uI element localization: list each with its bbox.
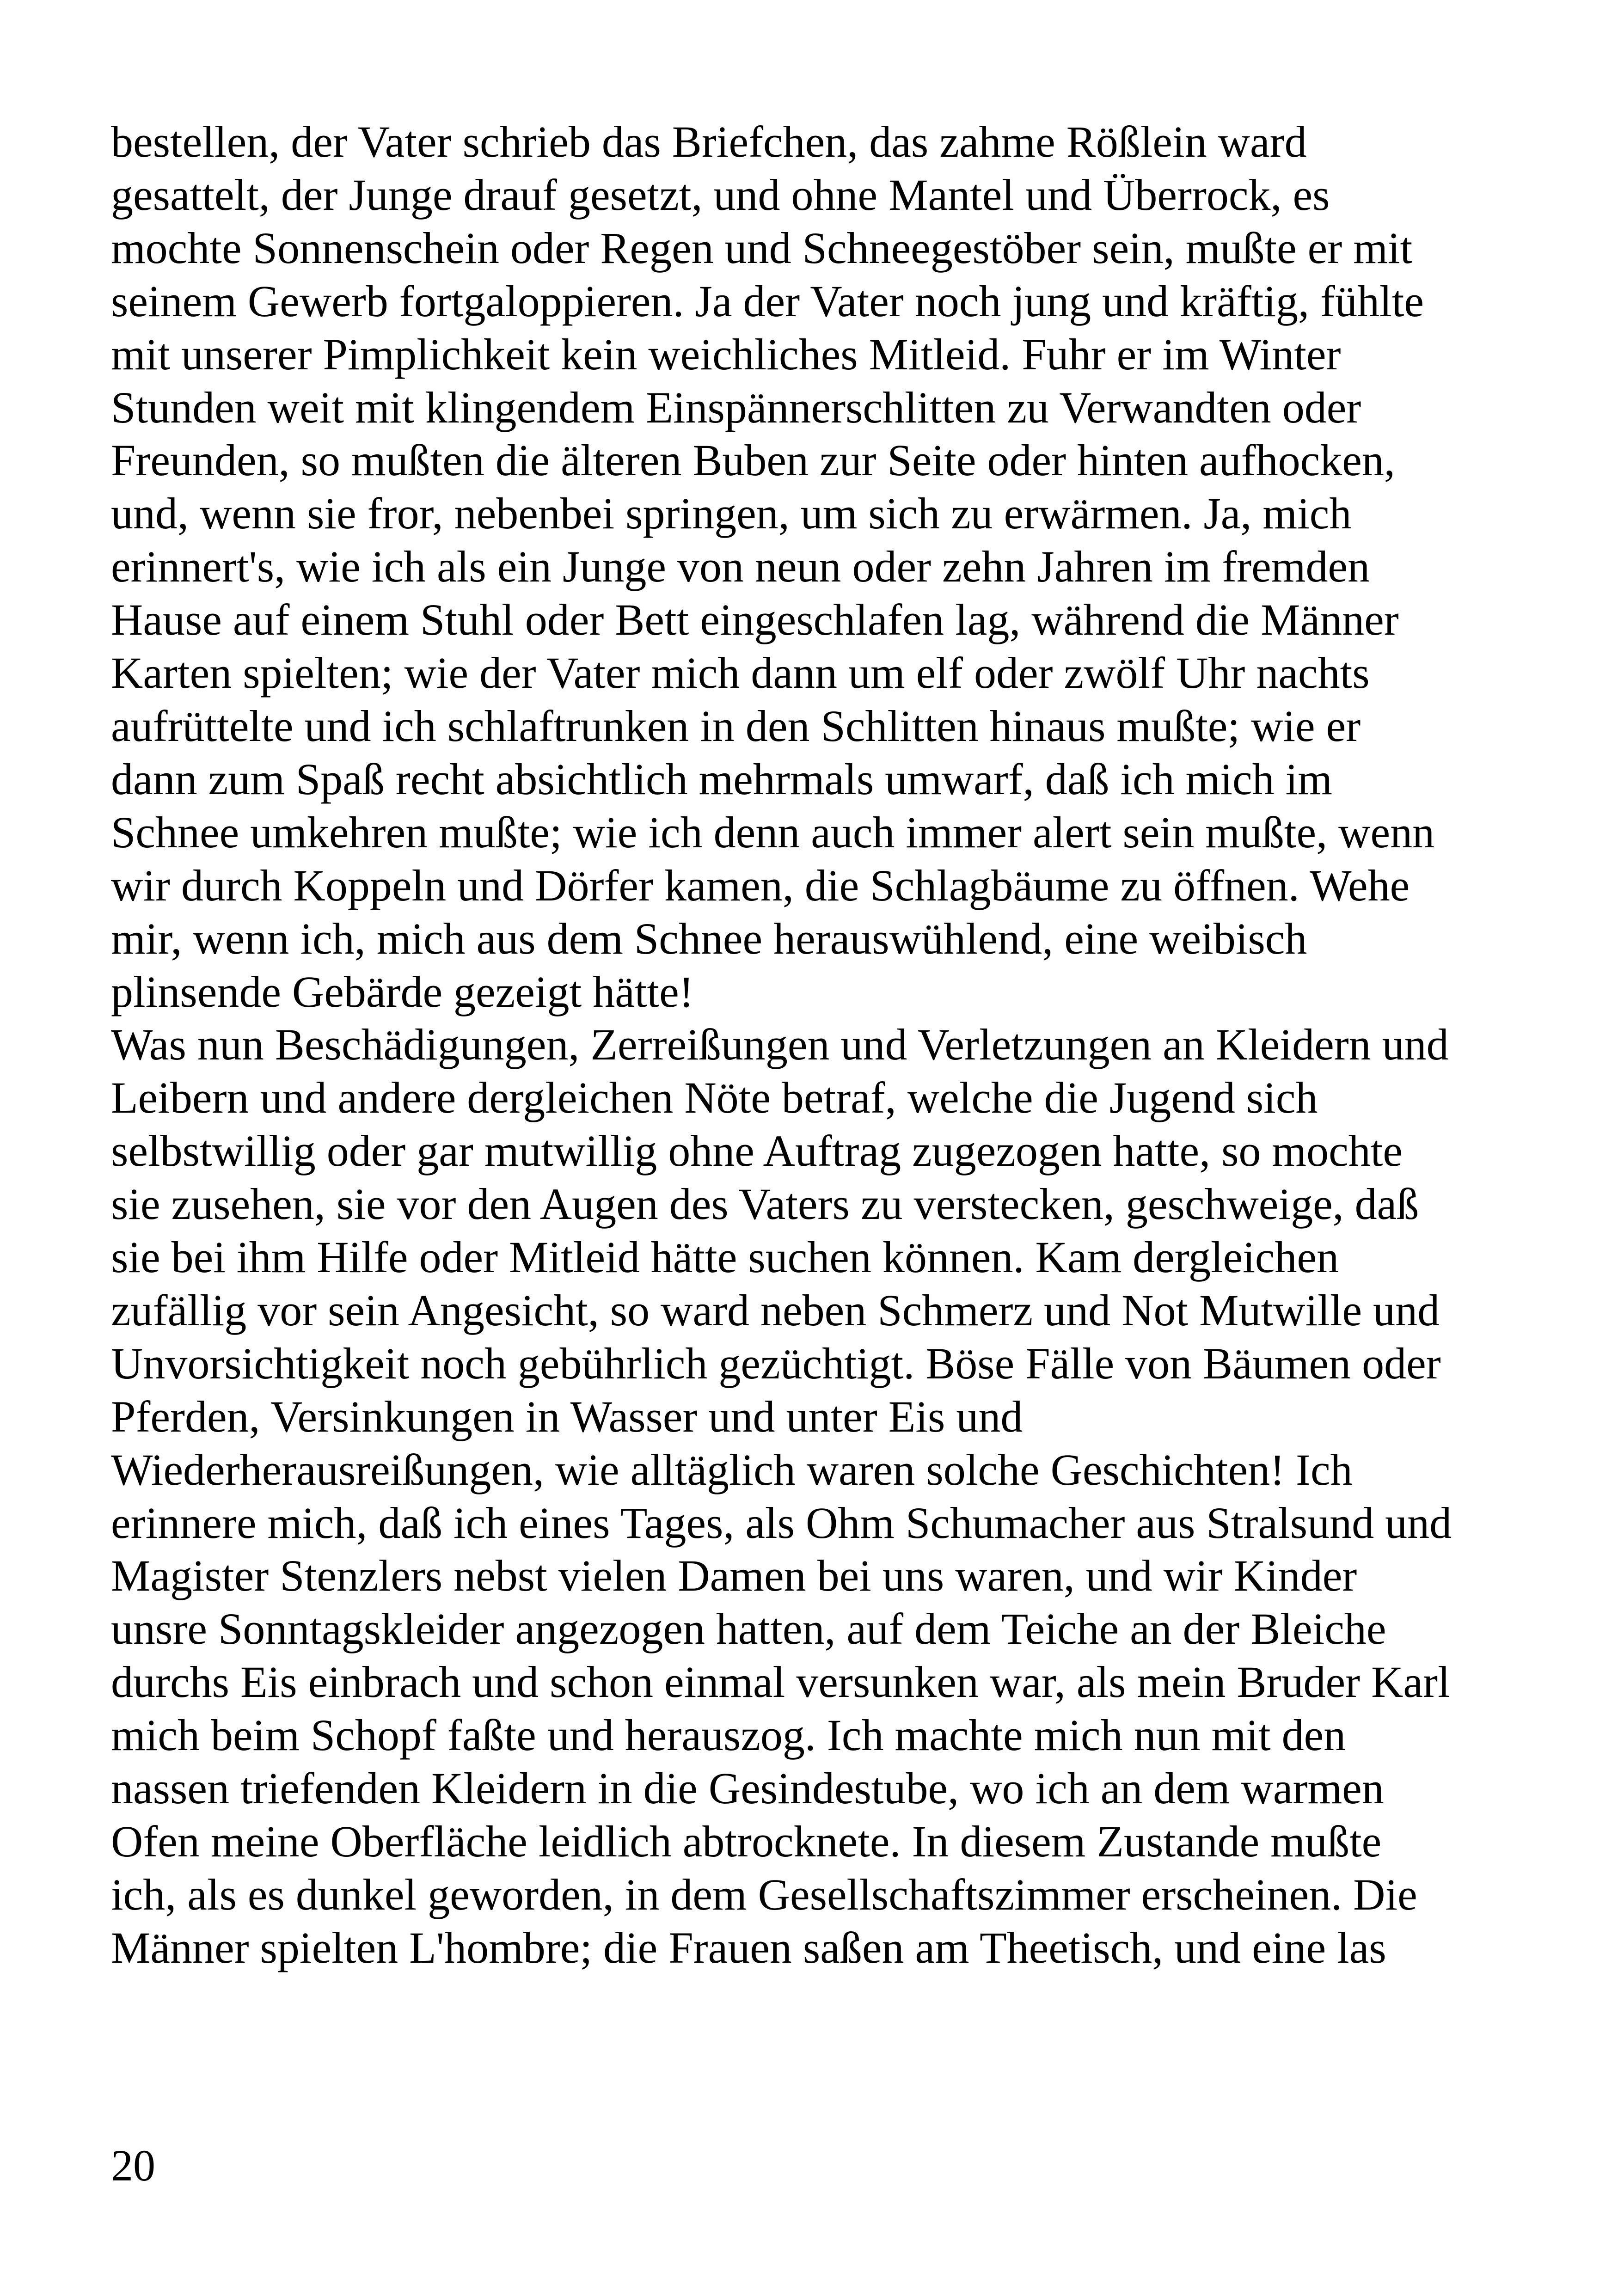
text-line: durchs Eis einbrach und schon einmal versunken war, als mein Bruder Karl (111, 1657, 1450, 1707)
text-line: Unvorsichtigkeit noch gebührlich gezüchtigt. Böse Fälle von Bäumen oder (111, 1338, 1441, 1388)
text-line: plinsende Gebärde gezeigt hätte! (111, 967, 694, 1016)
text-line: sie zusehen, sie vor den Augen des Vaters zu verstecken, geschweige, daß (111, 1179, 1419, 1229)
text-line: mich beim Schopf faßte und herauszog. Ich machte mich nun mit den (111, 1710, 1346, 1760)
text-line: wir durch Koppeln und Dörfer kamen, die Schlagbäume zu öffnen. Wehe (111, 860, 1410, 910)
text-line: erinnere mich, daß ich eines Tages, als Ohm Schumacher aus Stralsund und (111, 1498, 1452, 1548)
text-line: erinnert's, wie ich als ein Junge von neun oder zehn Jahren im fremden (111, 542, 1370, 592)
text-line: zufällig vor sein Angesicht, so ward neben Schmerz und Not Mutwille und (111, 1285, 1440, 1335)
text-line: seinem Gewerb fortgaloppieren. Ja der Vater noch jung und kräftig, fühlte (111, 276, 1424, 326)
text-line: mit unserer Pimplichkeit kein weichliches Mitleid. Fuhr er im Winter (111, 329, 1341, 379)
page-number: 20 (111, 2141, 155, 2190)
text-line: mir, wenn ich, mich aus dem Schnee herauswühlend, eine weibisch (111, 913, 1307, 963)
text-line: nassen triefenden Kleidern in die Gesindestube, wo ich an dem warmen (111, 1763, 1384, 1813)
text-line: Wiederherausreißungen, wie alltäglich waren solche Geschichten! Ich (111, 1445, 1353, 1494)
text-line: Pferden, Versinkungen in Wasser und unter Eis und (111, 1391, 1023, 1441)
text-line: bestellen, der Vater schrieb das Briefchen, das zahme Rößlein ward (111, 117, 1307, 166)
text-line: Was nun Beschädigungen, Zerreißungen und Verletzungen an Kleidern und (111, 1020, 1449, 1070)
text-line: ich, als es dunkel geworden, in dem Gesellschaftszimmer erscheinen. Die (111, 1869, 1417, 1919)
text-line: sie bei ihm Hilfe oder Mitleid hätte suchen können. Kam dergleichen (111, 1232, 1339, 1282)
body-text (111, 116, 1544, 1975)
text-line: Karten spielten; wie der Vater mich dann um elf oder zwölf Uhr nachts (111, 648, 1370, 698)
text-line: selbstwillig oder gar mutwillig ohne Auftrag zugezogen hatte, so mochte (111, 1126, 1403, 1176)
text-line: Ofen meine Oberfläche leidlich abtrocknete. In diesem Zustande mußte (111, 1817, 1382, 1866)
text-line: gesattelt, der Junge drauf gesetzt, und ohne Mantel und Überrock, es (111, 170, 1330, 220)
text-line: Freunden, so mußten die älteren Buben zur Seite oder hinten aufhocken, (111, 435, 1395, 485)
text-line: unsre Sonntagskleider angezogen hatten, auf dem Teiche an der Bleiche (111, 1604, 1386, 1654)
text-line: dann zum Spaß recht absichtlich mehrmals umwarf, daß ich mich im (111, 754, 1332, 804)
text-line: Magister Stenzlers nebst vielen Damen bei uns waren, und wir Kinder (111, 1551, 1357, 1601)
text-line: Schnee umkehren mußte; wie ich denn auch immer alert sein mußte, wenn (111, 807, 1435, 857)
text-line: Männer spielten L'hombre; die Frauen saßen am Theetisch, und eine las (111, 1923, 1386, 1972)
text-line: mochte Sonnenschein oder Regen und Schneegestöber sein, mußte er mit (111, 223, 1413, 273)
text-line: und, wenn sie fror, nebenbei springen, um sich zu erwärmen. Ja, mich (111, 489, 1352, 539)
text-line: Leibern und andere dergleichen Nöte betraf, welche die Jugend sich (111, 1073, 1318, 1123)
text-line: aufrüttelte und ich schlaftrunken in den Schlitten hinaus mußte; wie er (111, 701, 1361, 751)
text-line: Hause auf einem Stuhl oder Bett eingeschlafen lag, während die Männer (111, 595, 1399, 645)
text-line: Stunden weit mit klingendem Einspännerschlitten zu Verwandten oder (111, 382, 1361, 432)
